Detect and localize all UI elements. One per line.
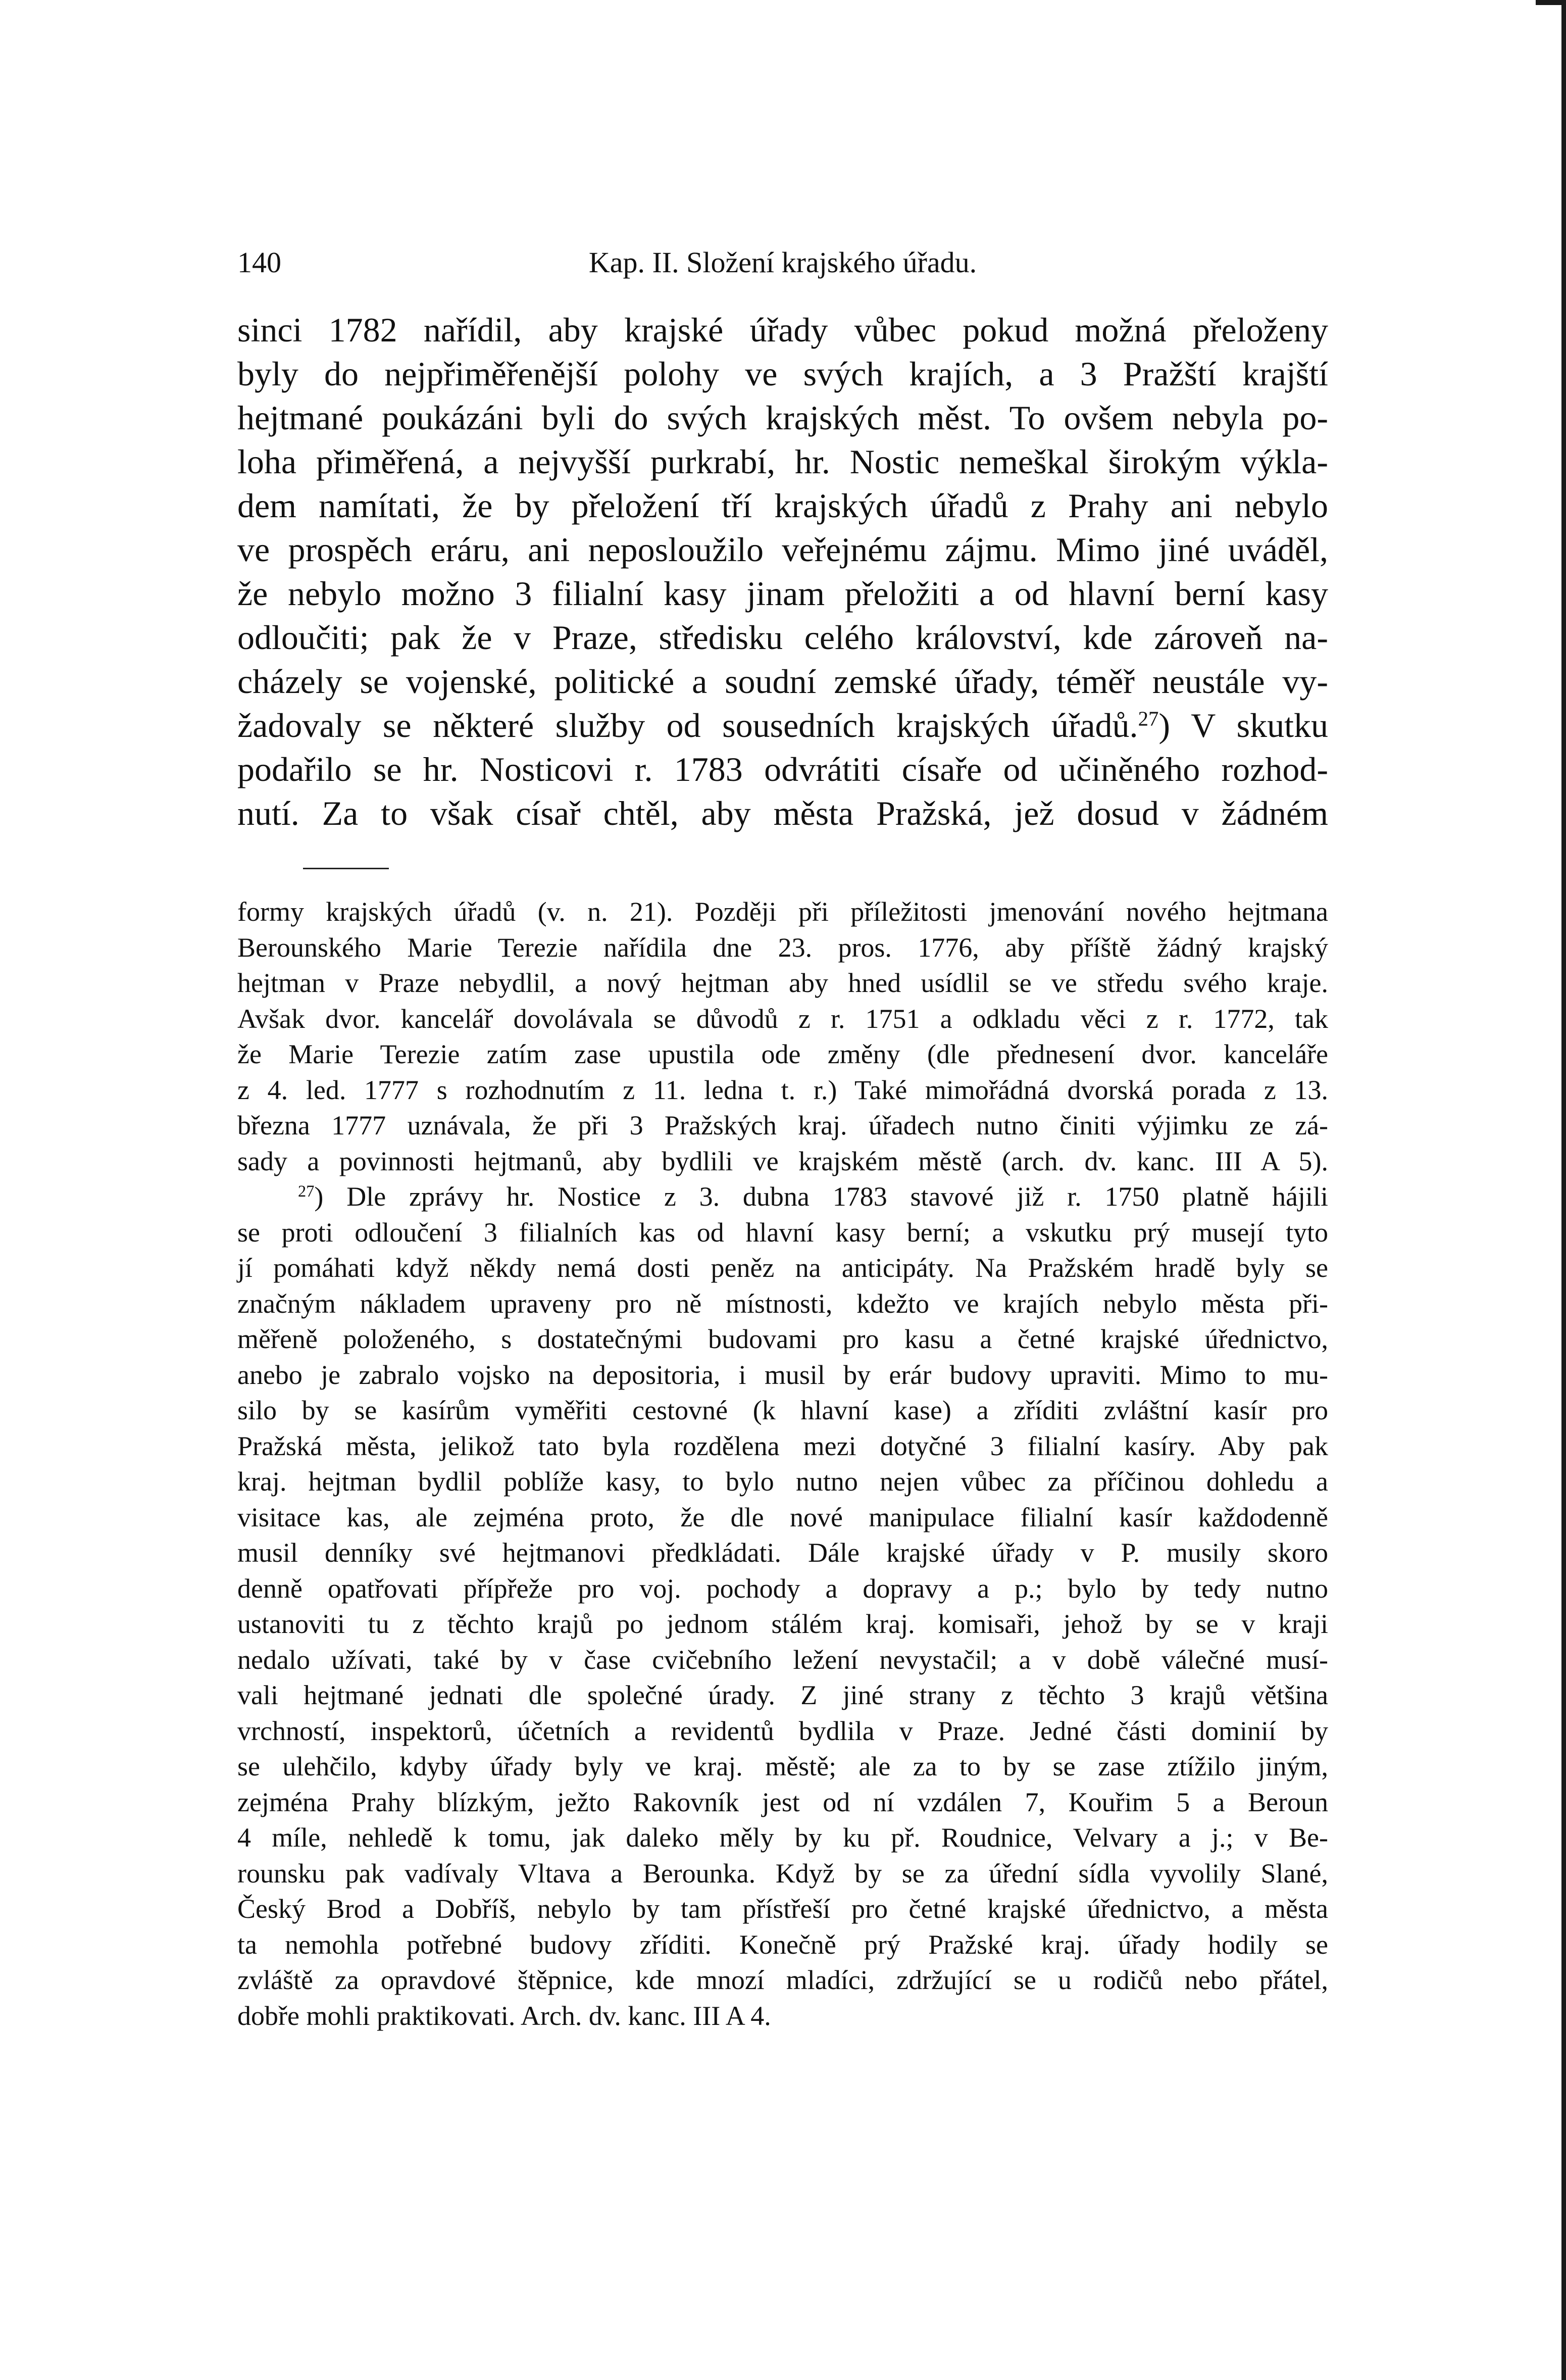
footnote-line: se ulehčilo, kdyby úřady byly ve kraj. městě; ale za to by se zase ztížilo jiným, bbox=[237, 1751, 1328, 1781]
footnote-separator bbox=[303, 868, 389, 869]
footnote-line: ustanoviti tu z těchto krajů po jednom stálém kraj. komisaři, jehož by se v kraji bbox=[237, 1609, 1328, 1639]
footnote-line: Český Brod a Dobříš, nebylo by tam přístřeší pro četné krajské úřednictvo, a města bbox=[237, 1894, 1328, 1924]
footnote-line: silo by se kasírům vyměřiti cestovné (k hlavní kase) a zříditi zvláštní kasír pro bbox=[237, 1395, 1328, 1425]
text-line: dem namítati, že by přeložení tří krajských úřadů z Prahy ani nebylo bbox=[237, 486, 1328, 525]
footnote-line: vrchností, inspektorů, účetních a revidentů bydlila v Praze. Jedné části dominií by bbox=[237, 1715, 1328, 1746]
text-line: sinci 1782 nařídil, aby krajské úřady vůbec pokud možná přeloženy bbox=[237, 311, 1328, 349]
footnote-line: Berounského Marie Terezie nařídila dne 23. pros. 1776, aby příště žádný krajský bbox=[237, 932, 1328, 963]
text-line-with-footnote-ref bbox=[237, 704, 1328, 748]
footnote-line: že Marie Terezie zatím zase upustila ode změny (dle přednesení dvor. kanceláře bbox=[237, 1039, 1328, 1069]
footnote-line: kraj. hejtman bydlil poblíže kasy, to bylo nutno nejen vůbec za příčinou dohledu a bbox=[237, 1466, 1328, 1497]
footnote-line: zejména Prahy blízkým, ježto Rakovník jest od ní vzdálen 7, Kouřim 5 a Beroun bbox=[237, 1787, 1328, 1817]
text-line: nutí. Za to však císař chtěl, aby města Pražská, jež dosud v žádném bbox=[237, 794, 1328, 832]
footnote-line: dobře mohli praktikovati. Arch. dv. kanc. III A 4. bbox=[237, 2000, 771, 2031]
footnote-line: vali hejtmané jednati dle společné úrady. Z jiné strany z těchto 3 krajů většina bbox=[237, 1680, 1328, 1710]
text-line: cházely se vojenské, politické a soudní zemské úřady, téměř neustále vy- bbox=[237, 662, 1328, 701]
footnote-line: jí pomáhati když někdy nemá dosti peněz na anticipáty. Na Pražském hradě byly se bbox=[237, 1253, 1328, 1283]
text-line: hejtmané poukázáni byli do svých krajských měst. To ovšem nebyla po- bbox=[237, 399, 1328, 437]
footnote-line: značným nákladem upraveny pro ně místnosti, kdežto ve krajích nebylo města při- bbox=[237, 1288, 1328, 1319]
text-line: odloučiti; pak že v Praze, středisku celého království, kde zároveň na- bbox=[237, 618, 1328, 657]
footnote-line: musil denníky své hejtmanovi předkládati. Dále krajské úřady v P. musily skoro bbox=[237, 1538, 1328, 1568]
page-number: 140 bbox=[237, 246, 281, 279]
footnote-line: Avšak dvor. kancelář dovolávala se důvodů z r. 1751 a odkladu věci z r. 1772, tak bbox=[237, 1003, 1328, 1034]
running-title: Kap. II. Složení krajského úřadu. bbox=[588, 246, 977, 279]
text-line: loha přiměřená, a nejvyšší purkrabí, hr. Nostic nemeškal širokým výkla- bbox=[237, 442, 1328, 481]
footnote-line: hejtman v Praze nebydlil, a nový hejtman aby hned usídlil se ve středu svého kraje. bbox=[237, 968, 1328, 998]
page-edge-corner bbox=[1536, 0, 1566, 5]
footnote-line: sady a povinnosti hejtmanů, aby bydlili ve krajském městě (arch. dv. kanc. III A 5). bbox=[237, 1146, 1328, 1176]
footnote-line: se proti odloučení 3 filialních kas od hlavní kasy berní; a vskutku prý musejí tyto bbox=[237, 1217, 1328, 1248]
footnote-marker: 27 bbox=[298, 1182, 315, 1201]
footnote-line: Pražská města, jelikož tato byla rozdělena mezi dotyčné 3 filialní kasíry. Aby pak bbox=[237, 1430, 1328, 1461]
text-line: podařilo se hr. Nosticovi r. 1783 odvrátiti císaře od učiněného rozhod- bbox=[237, 750, 1328, 788]
footnote-line: visitace kas, ale zejména proto, že dle nové manipulace filialní kasír každodenně bbox=[237, 1502, 1328, 1532]
footnote-line: formy krajských úřadů (v. n. 21). Později při příležitosti jmenování nového hejtmana bbox=[237, 897, 1328, 927]
text-line: že nebylo možno 3 filialní kasy jinam přeložiti a od hlavní berní kasy bbox=[237, 574, 1328, 613]
footnotes bbox=[237, 894, 1328, 2034]
footnote-27-first-line bbox=[237, 1179, 1328, 1215]
footnote-line: zvláště za opravdové štěpnice, kde mnozí mladíci, zdržující se u rodičů nebo přátel, bbox=[237, 1965, 1328, 1995]
footnote-line: 4 míle, nehledě k tomu, jak daleko měly by ku př. Roudnice, Velvary a j.; v Be- bbox=[237, 1822, 1328, 1853]
page-edge bbox=[1561, 0, 1566, 2380]
footnote-line: rounsku pak vadívaly Vltava a Berounka. Když by se za úřední sídla vyvolily Slané, bbox=[237, 1858, 1328, 1889]
footnote-line: ta nemohla potřebné budovy zříditi. Konečně prý Pražské kraj. úřady hodily se bbox=[237, 1929, 1328, 1960]
footnote-reference: 27 bbox=[1138, 707, 1159, 730]
main-text bbox=[237, 308, 1328, 835]
text-segment: ) V skutku bbox=[1158, 706, 1329, 745]
text-line: ve prospěch eráru, ani neposloužilo veřejnému zájmu. Mimo jiné uváděl, bbox=[237, 530, 1328, 569]
page-header bbox=[237, 242, 1328, 283]
text-line: byly do nejpřiměřenější polohy ve svých krajích, a 3 Pražští krajští bbox=[237, 355, 1328, 393]
footnote-line: nedalo užívati, také by v čase cvičebního ležení nevystačil; a v době válečné musí- bbox=[237, 1644, 1328, 1675]
text-segment: ) Dle zprávy hr. Nostice z 3. dubna 1783 stavové již r. 1750 platně hájili bbox=[314, 1181, 1328, 1212]
footnote-line: měřeně položeného, s dostatečnými budovami pro kasu a četné krajské úřednictvo, bbox=[237, 1324, 1328, 1354]
text-segment: žadovaly se některé služby od sousedních krajských úřadů. bbox=[237, 706, 1138, 745]
footnote-line: z 4. led. 1777 s rozhodnutím z 11. ledna t. r.) Také mimořádná dvorská porada z 13. bbox=[237, 1074, 1328, 1105]
footnote-line: března 1777 uznávala, že při 3 Pražských kraj. úřadech nutno činiti výjimku ze zá- bbox=[237, 1110, 1328, 1141]
footnote-line: denně opatřovati přípřeže pro voj. pochody a dopravy a p.; bylo by tedy nutno bbox=[237, 1573, 1328, 1604]
footnote-line: anebo je zabralo vojsko na depositoria, i musil by erár budovy upraviti. Mimo to mu- bbox=[237, 1359, 1328, 1390]
